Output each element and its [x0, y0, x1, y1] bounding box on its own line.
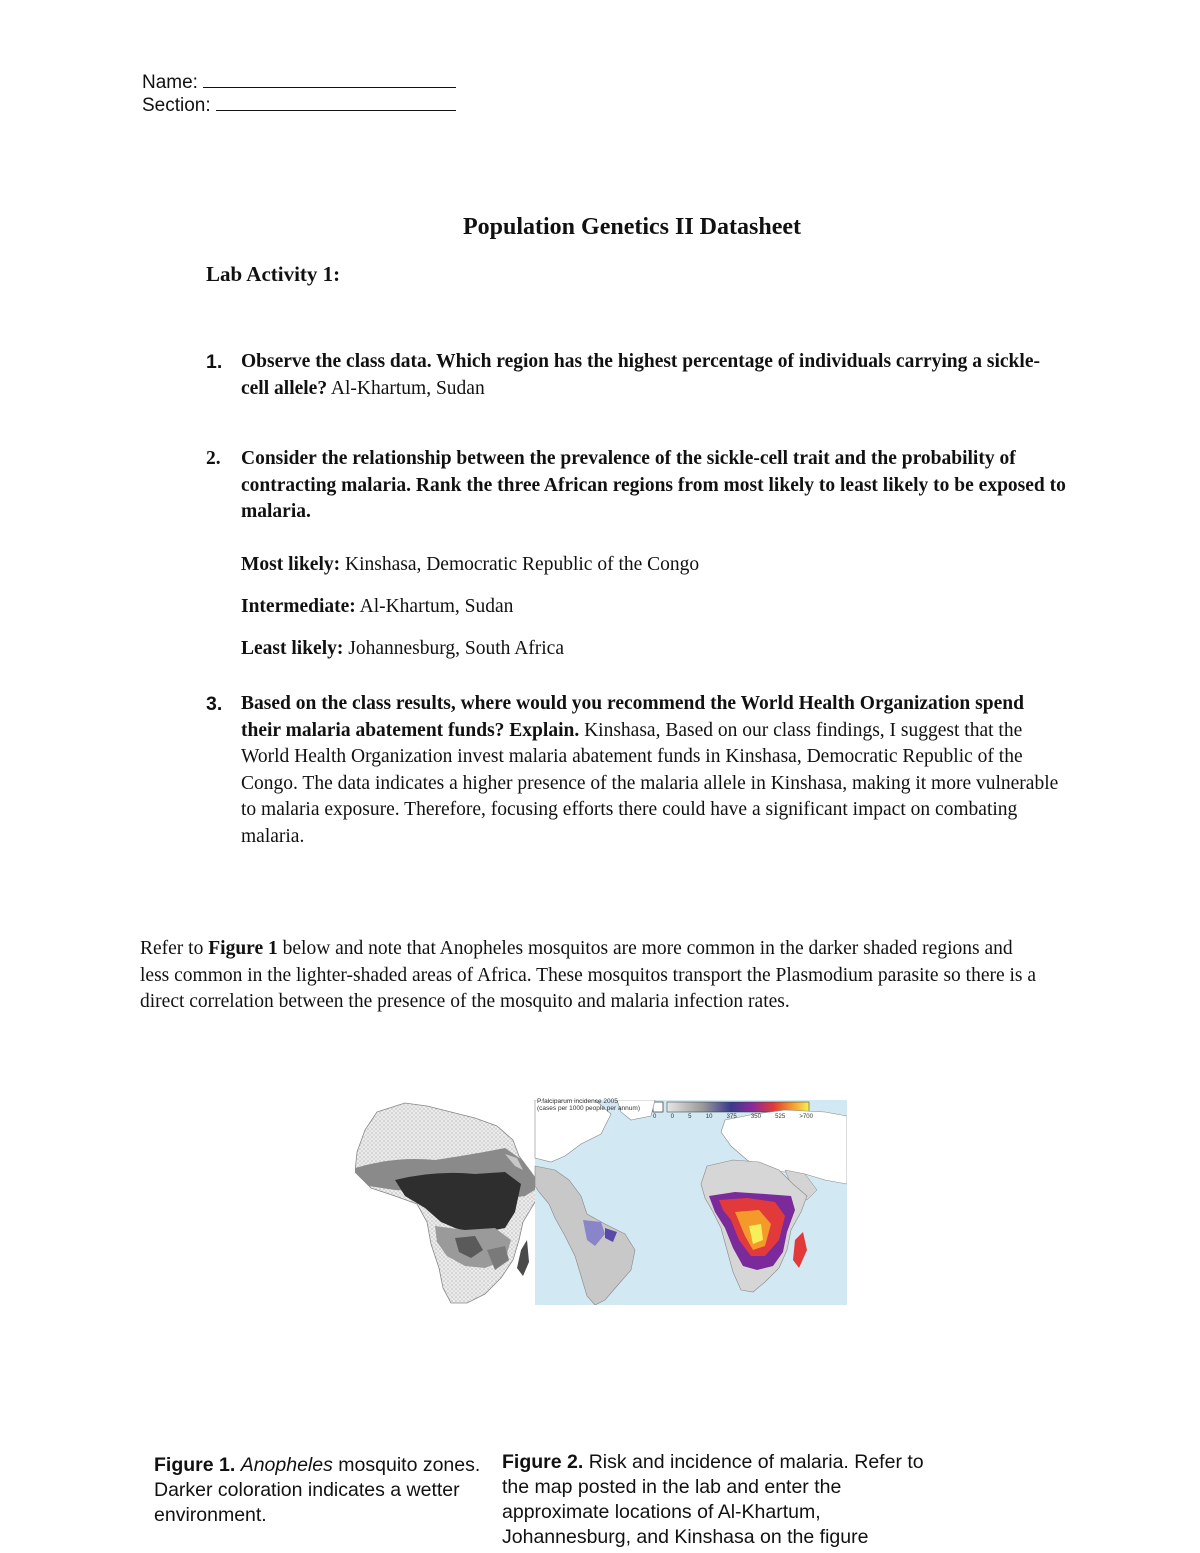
rank-least-likely [241, 638, 564, 660]
legend-tick: 525 [775, 1114, 786, 1120]
refer-text-pre: Refer to [140, 938, 204, 959]
question-1 [206, 349, 1066, 402]
section-blank[interactable] [216, 94, 456, 111]
section-label: Section: [142, 95, 211, 116]
rank-value: Al-Khartum, Sudan [359, 596, 514, 617]
name-field [142, 71, 456, 94]
malaria-world-map [535, 1100, 847, 1305]
question-answer: Kinshasa, Based on our class findings, I suggest that the World Health Organization invest malaria abatement funds in Kinshasa, Democratic Republic of the Congo. The data indicates a higher presence of the malaria allele in Kinshasa, making it more vulnerable to malaria exposure. Therefore, focusing efforts there could have a significant impact on combating malaria. [241, 719, 1059, 847]
figures-svg [355, 1100, 847, 1305]
question-prompt: Observe the class data. Which region has the highest percentage of individuals carrying a sickle-cell allele? [241, 351, 1040, 399]
name-label: Name: [142, 72, 198, 93]
refer-paragraph [140, 936, 1040, 1016]
africa-map [355, 1103, 541, 1303]
refer-text-post: below and note that Anopheles mosquitos are more common in the darker shaded regions and less common in the lighter-shaded areas of Africa. These mosquitos transport the Plasmodium parasite so there is a direct correlation between the presence of the mosquito and malaria infection rates. [140, 938, 1037, 1012]
section-field [142, 94, 456, 117]
legend-no-data-box [653, 1102, 663, 1112]
question-number: 3. [206, 693, 223, 715]
question-3 [206, 691, 1066, 850]
legend-subtitle-line: (cases per 1000 people per annum) [537, 1105, 640, 1112]
legend-title [537, 1098, 640, 1112]
rank-label: Most likely: [241, 554, 341, 575]
rank-most-likely [241, 554, 699, 576]
figure-1-label: Figure 1. [154, 1454, 236, 1476]
figure-1-text: mosquito zones. Darker coloration indicates a wetter environment. [154, 1454, 481, 1526]
activity-heading: Lab Activity 1: [206, 262, 341, 286]
name-blank[interactable] [203, 71, 456, 88]
rank-value: Johannesburg, South Africa [348, 638, 564, 659]
legend-tick: 0 [653, 1114, 657, 1120]
question-2 [206, 446, 1066, 526]
legend-tick: >700 [799, 1114, 813, 1120]
figure-1-caption [154, 1453, 486, 1528]
figure-1-genus: Anopheles [240, 1454, 333, 1476]
figure-1-reference: Figure 1 [208, 938, 278, 959]
legend-tick: 375 [726, 1114, 737, 1120]
question-number: 1. [206, 351, 223, 373]
legend-tick: 350 [750, 1114, 761, 1120]
figure-2-caption [502, 1450, 952, 1550]
legend-tick: 5 [688, 1114, 692, 1120]
question-answer: Al-Khartum, Sudan [330, 377, 485, 399]
question-prompt: Consider the relationship between the prevalence of the sickle-cell trait and the probability of contracting malaria. Rank the three African regions from most likely to least likely to be exposed to malaria. [241, 448, 1066, 522]
figure-images [355, 1100, 847, 1305]
question-prompt: Based on the class results, where would you recommend the World Health Organization spend their malaria abatement funds? Explain. [241, 693, 1024, 741]
madagascar-shape [517, 1240, 529, 1276]
rank-value: Kinshasa, Democratic Republic of the Congo [344, 554, 700, 575]
rank-intermediate [241, 596, 513, 618]
figure-2-text: Risk and incidence of malaria. Refer to the map posted in the lab and enter the approximate locations of Al-Khartum, Johannesburg, and Kinshasa on the figure [502, 1451, 924, 1548]
figure-2-label: Figure 2. [502, 1451, 584, 1473]
legend-ticks [653, 1114, 813, 1120]
rank-label: Intermediate: [241, 596, 356, 617]
legend-tick: 10 [705, 1114, 713, 1120]
page-title: Population Genetics II Datasheet [463, 214, 801, 240]
rank-label: Least likely: [241, 638, 344, 659]
legend-title-line: P.falciparum incidence 2005 [537, 1098, 618, 1105]
legend-tick: 0 [670, 1114, 674, 1120]
question-number: 2. [206, 448, 221, 469]
